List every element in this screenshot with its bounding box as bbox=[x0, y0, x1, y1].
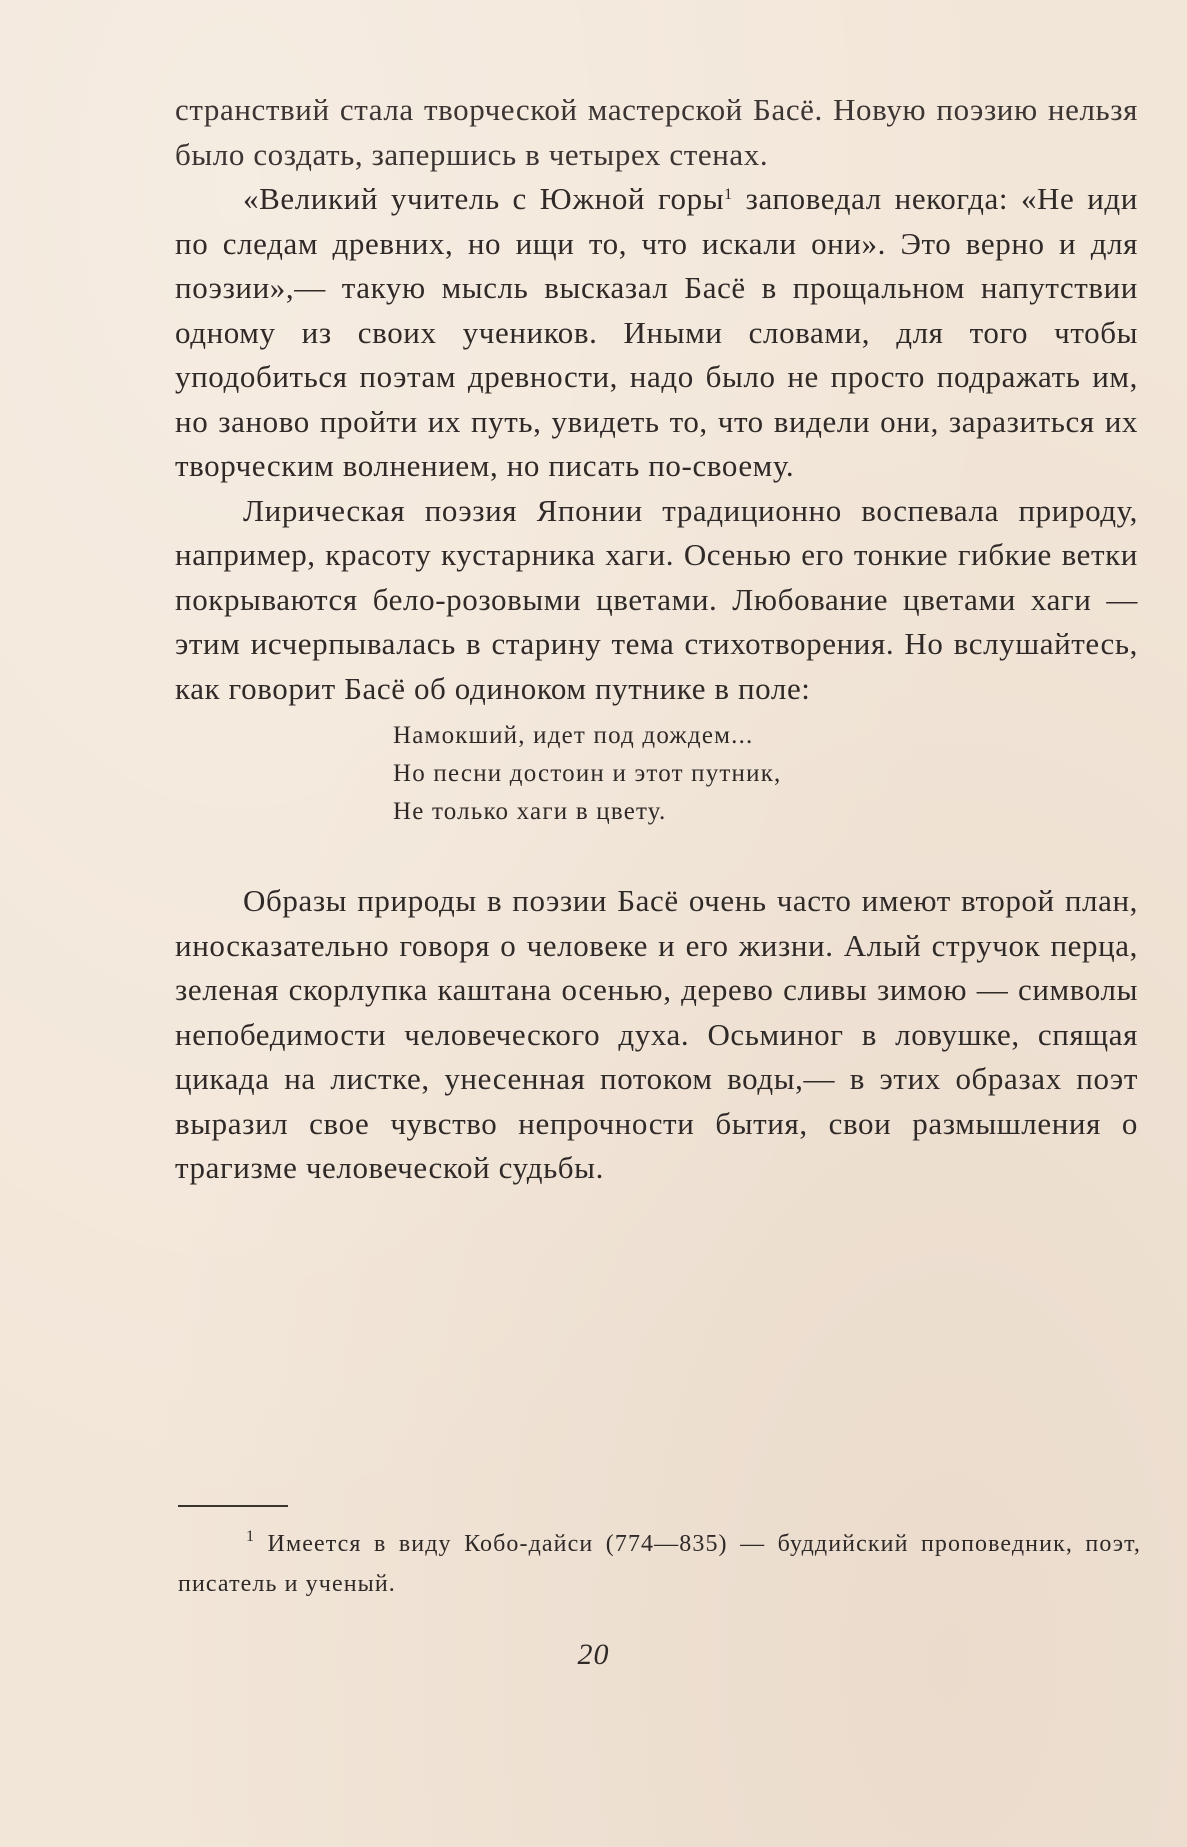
footnote-reference: 1 bbox=[724, 186, 733, 203]
paragraph-2 bbox=[175, 177, 1138, 489]
poem-line-2: Но песни достоин и этот путник, bbox=[393, 760, 782, 787]
paragraph-2-rest: заповедал некогда: «Не иди по следам древних, но ищи то, что искали они». Это верно и для поэзии»,— такую мысль высказал Басё в прощальном напутствии одному из своих учеников. Иными словами, для того чтобы уподобиться поэтам древности, надо было не просто подражать им, но заново пройти их путь, увидеть то, что видели они, заразиться их творческим волнением, но писать по-своему. bbox=[175, 181, 1138, 483]
main-text bbox=[175, 88, 1138, 1191]
paragraph-2-start: «Великий учитель с Южной горы bbox=[243, 181, 725, 216]
poem-line-3: Не только хаги в цвету. bbox=[393, 798, 667, 825]
poem bbox=[393, 717, 1138, 831]
page-number: 20 bbox=[577, 1638, 610, 1671]
paragraph-1: странствий стала творческой мастерской Басё. Новую поэзию нельзя было создать, запершись в четырех стенах. bbox=[175, 92, 1138, 172]
footnote-text: Имеется в виду Кобо-дайси (774—835) — буддийский проповедник, поэт, писатель и ученый. bbox=[178, 1531, 1141, 1597]
footnote bbox=[178, 1524, 1141, 1604]
paragraph-3: Лирическая поэзия Японии традиционно воспевала природу, например, красоту кустарника хаги. Осенью его тонкие гибкие ветки покрываются бело-розовыми цветами. Любование цветами хаги — этим исчерпывалась в старину тема стихотворения. Но вслушайтесь, как говорит Басё об одиноком путнике в поле: bbox=[175, 492, 1138, 706]
footnote-marker: 1 bbox=[246, 1528, 256, 1545]
paragraph-4: Образы природы в поэзии Басё очень часто имеют второй план, иносказательно говоря о человеке и его жизни. Алый стручок перца, зеленая скорлупка каштана осенью, дерево сливы зимою — символы непобедимости человеческого духа. Осьминог в ловушке, спящая цикада на листке, унесенная потоком воды,— в этих образах поэт выразил свое чувство непрочности бытия, свои размышления о трагизме человеческой судьбы. bbox=[175, 883, 1138, 1185]
footnote-divider bbox=[178, 1505, 288, 1507]
poem-line-1: Намокший, идет под дождем... bbox=[393, 722, 754, 749]
